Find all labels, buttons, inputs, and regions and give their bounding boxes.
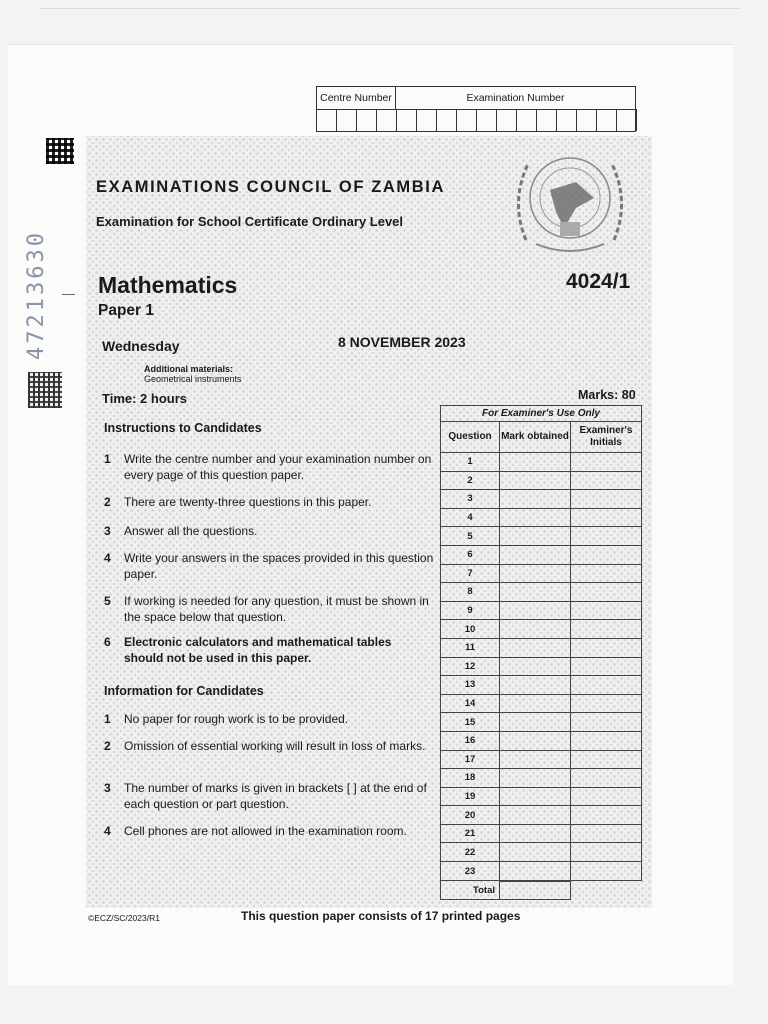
question-number: 2 bbox=[441, 471, 500, 490]
table-row bbox=[441, 713, 642, 732]
initials-cell[interactable] bbox=[571, 787, 642, 806]
total-row bbox=[441, 881, 642, 900]
question-number: 8 bbox=[441, 583, 500, 602]
question-number: 15 bbox=[441, 713, 500, 732]
initials-cell[interactable] bbox=[571, 583, 642, 602]
information-text: The number of marks is given in brackets [ ] at the end of each question or part question. bbox=[124, 781, 427, 811]
table-row bbox=[441, 694, 642, 713]
question-number: 23 bbox=[441, 862, 500, 881]
mark-cell[interactable] bbox=[500, 564, 571, 583]
information-text: Omission of essential working will result in loss of marks. bbox=[124, 739, 426, 753]
table-row bbox=[441, 508, 642, 527]
council-name: EXAMINATIONS COUNCIL OF ZAMBIA bbox=[96, 178, 445, 196]
information-item bbox=[104, 824, 434, 840]
table-row bbox=[441, 490, 642, 509]
subject-title: Mathematics bbox=[98, 272, 238, 298]
additional-materials-value: Geometrical instruments bbox=[144, 374, 242, 384]
table-row bbox=[441, 657, 642, 676]
mark-cell[interactable] bbox=[500, 453, 571, 472]
mark-cell[interactable] bbox=[500, 769, 571, 788]
mark-cell[interactable] bbox=[500, 676, 571, 695]
initials-cell[interactable] bbox=[571, 806, 642, 825]
initials-cell[interactable] bbox=[571, 620, 642, 639]
mark-cell[interactable] bbox=[500, 750, 571, 769]
mark-cell[interactable] bbox=[500, 731, 571, 750]
initials-cell[interactable] bbox=[571, 453, 642, 472]
information-item bbox=[104, 739, 434, 755]
information-item bbox=[104, 781, 434, 812]
initials-cell[interactable] bbox=[571, 731, 642, 750]
total-marks: Marks: 80 bbox=[578, 388, 636, 402]
instruction-item bbox=[104, 551, 434, 582]
qr-code-icon bbox=[46, 138, 74, 164]
mark-cell[interactable] bbox=[500, 545, 571, 564]
information-text: No paper for rough work is to be provided. bbox=[124, 712, 349, 726]
mark-cell[interactable] bbox=[500, 824, 571, 843]
council-emblem-icon bbox=[506, 142, 634, 258]
initials-cell[interactable] bbox=[571, 638, 642, 657]
pen-mark: — bbox=[62, 286, 75, 301]
instruction-number: 6 bbox=[104, 635, 111, 649]
question-number: 22 bbox=[441, 843, 500, 862]
paper-number: Paper 1 bbox=[98, 302, 155, 319]
instruction-text: Answer all the questions. bbox=[124, 524, 258, 538]
initials-cell[interactable] bbox=[571, 490, 642, 509]
exam-date: 8 NOVEMBER 2023 bbox=[338, 334, 466, 350]
paper-code: 4024/1 bbox=[566, 270, 631, 293]
question-number: 1 bbox=[441, 453, 500, 472]
instruction-item bbox=[104, 594, 434, 625]
table-row bbox=[441, 453, 642, 472]
initials-cell[interactable] bbox=[571, 713, 642, 732]
information-number: 1 bbox=[104, 712, 111, 726]
initials-column-header: Examiner's Initials bbox=[571, 422, 642, 453]
total-initials-cell bbox=[571, 881, 642, 900]
page-count-note: This question paper consists of 17 printed pages bbox=[241, 909, 521, 923]
total-mark-cell[interactable] bbox=[500, 881, 571, 900]
instruction-text: If working is needed for any question, it must be shown in the space below that question. bbox=[124, 594, 429, 624]
examiner-use-table bbox=[440, 405, 642, 900]
examination-number-label: Examination Number bbox=[396, 87, 635, 110]
mark-column-header: Mark obtained bbox=[500, 422, 571, 453]
additional-materials-label: Additional materials: bbox=[144, 364, 234, 374]
mark-cell[interactable] bbox=[500, 638, 571, 657]
question-number: 5 bbox=[441, 527, 500, 546]
initials-cell[interactable] bbox=[571, 769, 642, 788]
mark-cell[interactable] bbox=[500, 490, 571, 509]
question-number: 17 bbox=[441, 750, 500, 769]
information-number: 4 bbox=[104, 824, 111, 838]
table-row bbox=[441, 545, 642, 564]
mark-cell[interactable] bbox=[500, 527, 571, 546]
mark-cell[interactable] bbox=[500, 787, 571, 806]
initials-cell[interactable] bbox=[571, 750, 642, 769]
candidate-number-box bbox=[316, 86, 636, 132]
question-number: 16 bbox=[441, 731, 500, 750]
instruction-text: Write the centre number and your examination number on every page of this question paper. bbox=[124, 452, 432, 482]
instruction-item bbox=[104, 452, 434, 483]
instruction-item bbox=[104, 495, 434, 511]
initials-cell[interactable] bbox=[571, 657, 642, 676]
total-label: Total bbox=[441, 881, 500, 900]
table-row bbox=[441, 806, 642, 825]
information-number: 3 bbox=[104, 781, 111, 795]
question-number: 7 bbox=[441, 564, 500, 583]
table-row bbox=[441, 750, 642, 769]
question-number: 21 bbox=[441, 824, 500, 843]
mark-cell[interactable] bbox=[500, 694, 571, 713]
table-row bbox=[441, 527, 642, 546]
mark-cell[interactable] bbox=[500, 471, 571, 490]
information-text: Cell phones are not allowed in the examination room. bbox=[124, 824, 407, 838]
instruction-text: There are twenty-three questions in this paper. bbox=[124, 495, 372, 509]
question-number: 11 bbox=[441, 638, 500, 657]
serial-number: 47213630 bbox=[24, 230, 49, 360]
mark-cell[interactable] bbox=[500, 601, 571, 620]
question-number: 4 bbox=[441, 508, 500, 527]
question-column-header: Question bbox=[441, 422, 500, 453]
table-row bbox=[441, 862, 642, 881]
table-row bbox=[441, 843, 642, 862]
mark-cell[interactable] bbox=[500, 657, 571, 676]
question-number: 6 bbox=[441, 545, 500, 564]
information-item bbox=[104, 712, 434, 728]
question-number: 3 bbox=[441, 490, 500, 509]
table-row bbox=[441, 769, 642, 788]
footer-code: ©ECZ/SC/2023/R1 bbox=[88, 913, 160, 923]
initials-cell[interactable] bbox=[571, 527, 642, 546]
initials-cell[interactable] bbox=[571, 545, 642, 564]
question-number: 18 bbox=[441, 769, 500, 788]
exam-time: Time: 2 hours bbox=[102, 391, 188, 406]
initials-cell[interactable] bbox=[571, 676, 642, 695]
exam-level: Examination for School Certificate Ordinary Level bbox=[96, 214, 404, 229]
initials-cell[interactable] bbox=[571, 471, 642, 490]
exam-day: Wednesday bbox=[102, 338, 180, 354]
initials-cell[interactable] bbox=[571, 508, 642, 527]
candidate-number-cells[interactable] bbox=[317, 109, 637, 131]
instruction-text: Electronic calculators and mathematical tables should not be used in this paper. bbox=[124, 635, 392, 665]
mark-cell[interactable] bbox=[500, 620, 571, 639]
centre-number-label: Centre Number bbox=[317, 87, 396, 110]
table-row bbox=[441, 731, 642, 750]
information-number: 2 bbox=[104, 739, 111, 753]
initials-cell[interactable] bbox=[571, 694, 642, 713]
mark-cell[interactable] bbox=[500, 583, 571, 602]
table-row bbox=[441, 676, 642, 695]
initials-cell[interactable] bbox=[571, 824, 642, 843]
instruction-item bbox=[104, 635, 434, 666]
barcode-icon bbox=[28, 372, 62, 408]
question-number: 9 bbox=[441, 601, 500, 620]
table-row bbox=[441, 564, 642, 583]
initials-cell[interactable] bbox=[571, 564, 642, 583]
instruction-number: 2 bbox=[104, 495, 111, 509]
question-number: 13 bbox=[441, 676, 500, 695]
initials-cell[interactable] bbox=[571, 843, 642, 862]
mark-cell[interactable] bbox=[500, 713, 571, 732]
table-row bbox=[441, 583, 642, 602]
question-number: 12 bbox=[441, 657, 500, 676]
question-number: 10 bbox=[441, 620, 500, 639]
instruction-number: 5 bbox=[104, 594, 111, 608]
information-heading: Information for Candidates bbox=[104, 684, 264, 698]
instruction-number: 3 bbox=[104, 524, 111, 538]
initials-cell[interactable] bbox=[571, 862, 642, 881]
table-row bbox=[441, 787, 642, 806]
scan-edge-line bbox=[40, 8, 740, 9]
instruction-text: Write your answers in the spaces provided in this question paper. bbox=[124, 551, 434, 581]
mark-cell[interactable] bbox=[500, 806, 571, 825]
initials-cell[interactable] bbox=[571, 601, 642, 620]
table-row bbox=[441, 638, 642, 657]
question-number: 19 bbox=[441, 787, 500, 806]
instruction-number: 4 bbox=[104, 551, 111, 565]
table-row bbox=[441, 620, 642, 639]
table-row bbox=[441, 601, 642, 620]
mark-cell[interactable] bbox=[500, 508, 571, 527]
instruction-item bbox=[104, 524, 434, 540]
examiner-table-title: For Examiner's Use Only bbox=[441, 406, 642, 422]
question-number: 14 bbox=[441, 694, 500, 713]
instructions-heading: Instructions to Candidates bbox=[104, 421, 262, 435]
table-row bbox=[441, 471, 642, 490]
mark-cell[interactable] bbox=[500, 862, 571, 881]
mark-cell[interactable] bbox=[500, 843, 571, 862]
instruction-number: 1 bbox=[104, 452, 111, 466]
table-row bbox=[441, 824, 642, 843]
question-number: 20 bbox=[441, 806, 500, 825]
